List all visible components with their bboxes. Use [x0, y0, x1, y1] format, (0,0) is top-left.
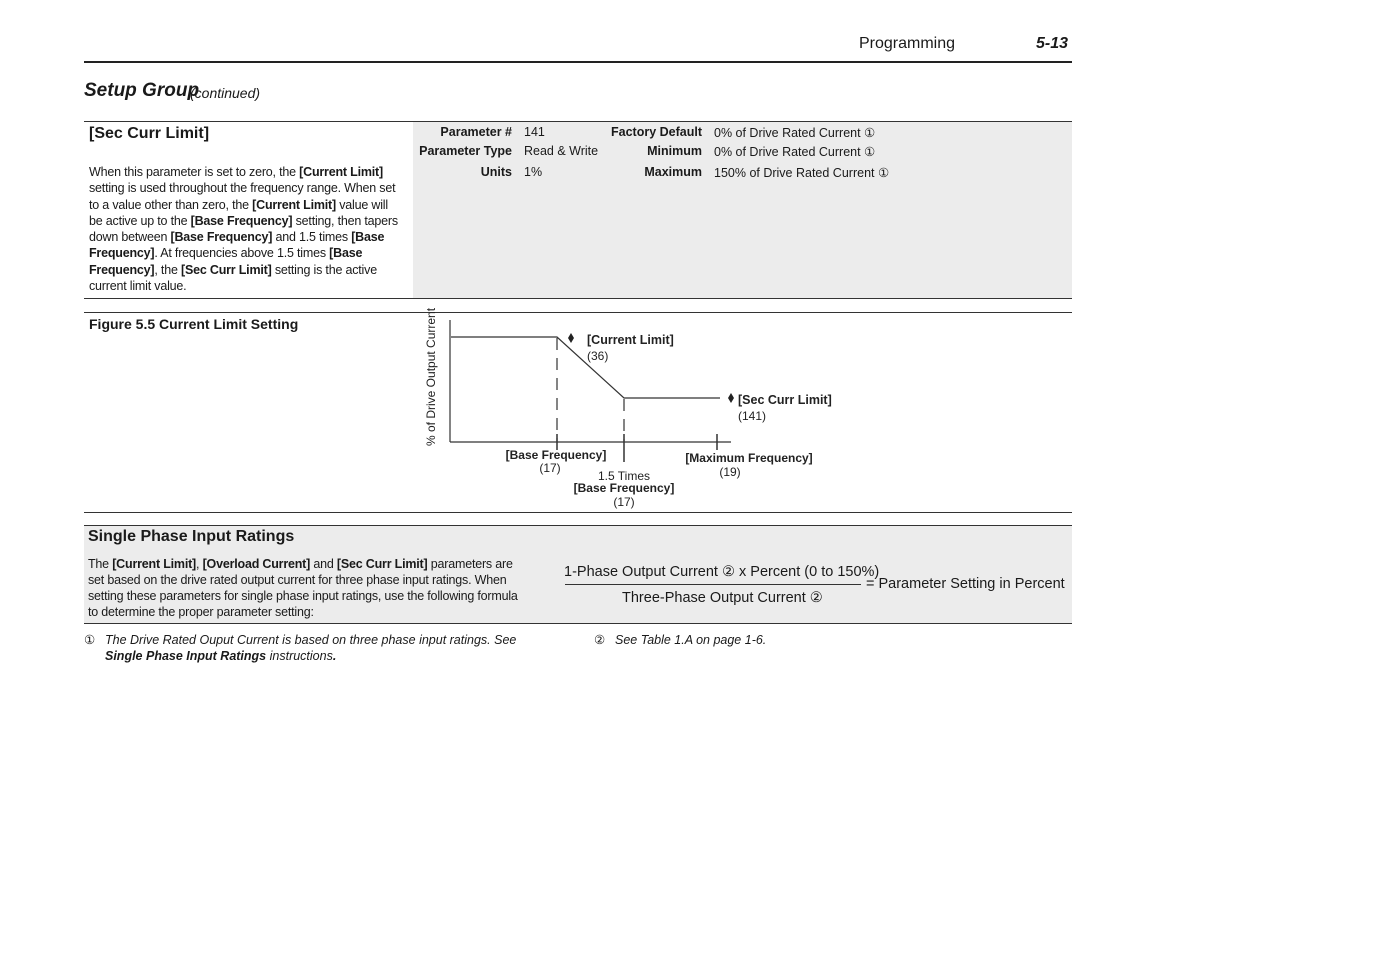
single-phase-bottom-rule [84, 623, 1072, 624]
footnote-2: See Table 1.A on page 1-6. [615, 633, 767, 647]
bold-text-run: [Current Limit] [252, 197, 336, 212]
bold-text-run: [Sec Curr Limit] [181, 262, 272, 277]
param-type-value: Read & Write [524, 144, 599, 158]
text-run: value will be active up to the [89, 197, 388, 228]
text-run: , the [154, 262, 181, 277]
bold-text-run: . [332, 649, 337, 663]
text-run: When this parameter is set to zero, the [89, 165, 300, 179]
formula-result: = Parameter Setting in Percent [866, 576, 1065, 592]
bold-text-run: [Sec Curr Limit] [336, 557, 428, 571]
text-run: instructions [266, 649, 333, 663]
text-run: , [196, 557, 203, 571]
base-frequency-label: [Base Frequency] [505, 448, 607, 462]
text-run: parameters are set based on the drive rated output current for three phase input ratings. When setting these parameters for single phase input ratings, use the following formula to determine the proper parameter setting: [88, 557, 518, 619]
max-frequency-label: [Maximum Frequency] [685, 451, 813, 465]
current-limit-param: (36) [587, 349, 609, 363]
bold-text-run: [Base Frequency] [170, 230, 273, 245]
param-units-value: 1% [524, 165, 543, 179]
bold-text-run: [Base Frequency] [190, 213, 293, 228]
minimum-label: Minimum [647, 144, 702, 158]
single-phase-title: Single Phase Input Ratings [88, 528, 295, 545]
figure-bottom-rule [84, 512, 1072, 513]
bold-text-run: [Current Limit] [299, 165, 383, 179]
bold-text-run: [Base Frequency] [89, 230, 385, 261]
base-frequency-param: (17) [539, 461, 561, 475]
text-run: The [88, 557, 113, 571]
param-number-label: Parameter # [440, 125, 512, 139]
sec-curr-limit-arrow-icon [728, 393, 734, 403]
param-units-label: Units [480, 165, 512, 179]
base-frequency-param-2: (17) [613, 495, 635, 509]
param-type-label: Parameter Type [419, 144, 512, 158]
text-run: and 1.5 times [272, 230, 352, 245]
text-run: The Drive Rated Ouput Current is based on three phase input ratings. See [105, 633, 517, 647]
footnote-1 [105, 632, 555, 664]
bold-text-run: [Base Frequency] [89, 246, 363, 277]
text-run: setting is the active current limit value. [89, 262, 377, 294]
param-number-value: 141 [524, 125, 545, 139]
footnote-1-mark: ① [84, 633, 96, 647]
text-run: . At frequencies above 1.5 times [154, 246, 330, 261]
page-number: 5-13 [1036, 35, 1069, 52]
figure-caption: Figure 5.5 Current Limit Setting [89, 316, 299, 332]
bold-text-run: Single Phase Input Ratings [105, 649, 267, 663]
factory-default-label: Factory Default [611, 125, 702, 139]
max-frequency-param: (19) [719, 465, 741, 479]
single-phase-description [88, 556, 528, 620]
group-title: Setup Group [84, 80, 200, 101]
bold-text-run: [Overload Current] [202, 557, 311, 571]
sec-curr-limit-label: [Sec Curr Limit] [738, 393, 832, 407]
bold-text-run: [Current Limit] [112, 557, 197, 571]
current-limit-arrow-icon [568, 333, 574, 343]
text-run: and [310, 557, 337, 571]
minimum-value: 0% of Drive Rated Current ① [714, 145, 876, 159]
text-run: setting is used throughout the frequency range. When set to a value other than zero, the [89, 181, 396, 212]
param-title: [Sec Curr Limit] [89, 125, 210, 142]
text-run: setting, then tapers down between [89, 213, 398, 245]
base-frequency-label-2: [Base Frequency] [573, 481, 675, 495]
running-header-section: Programming [859, 35, 956, 52]
maximum-value: 150% of Drive Rated Current ① [714, 166, 890, 180]
formula-numerator: 1-Phase Output Current ② x Percent (0 to 150%) [564, 564, 880, 580]
one-point-five-times-label: 1.5 Times [597, 469, 651, 483]
maximum-label: Maximum [644, 165, 702, 179]
footnote-2-mark: ② [594, 633, 606, 647]
sec-curr-limit-param: (141) [738, 409, 767, 423]
formula-denominator: Three-Phase Output Current ② [622, 590, 823, 606]
current-limit-label: [Current Limit] [587, 333, 674, 347]
y-axis-label: % of Drive Output Current [424, 307, 438, 446]
factory-default-value: 0% of Drive Rated Current ① [714, 126, 876, 140]
group-continued: (continued) [190, 85, 261, 101]
current-limit-curve [451, 337, 720, 398]
formula-fraction-bar [565, 584, 861, 585]
